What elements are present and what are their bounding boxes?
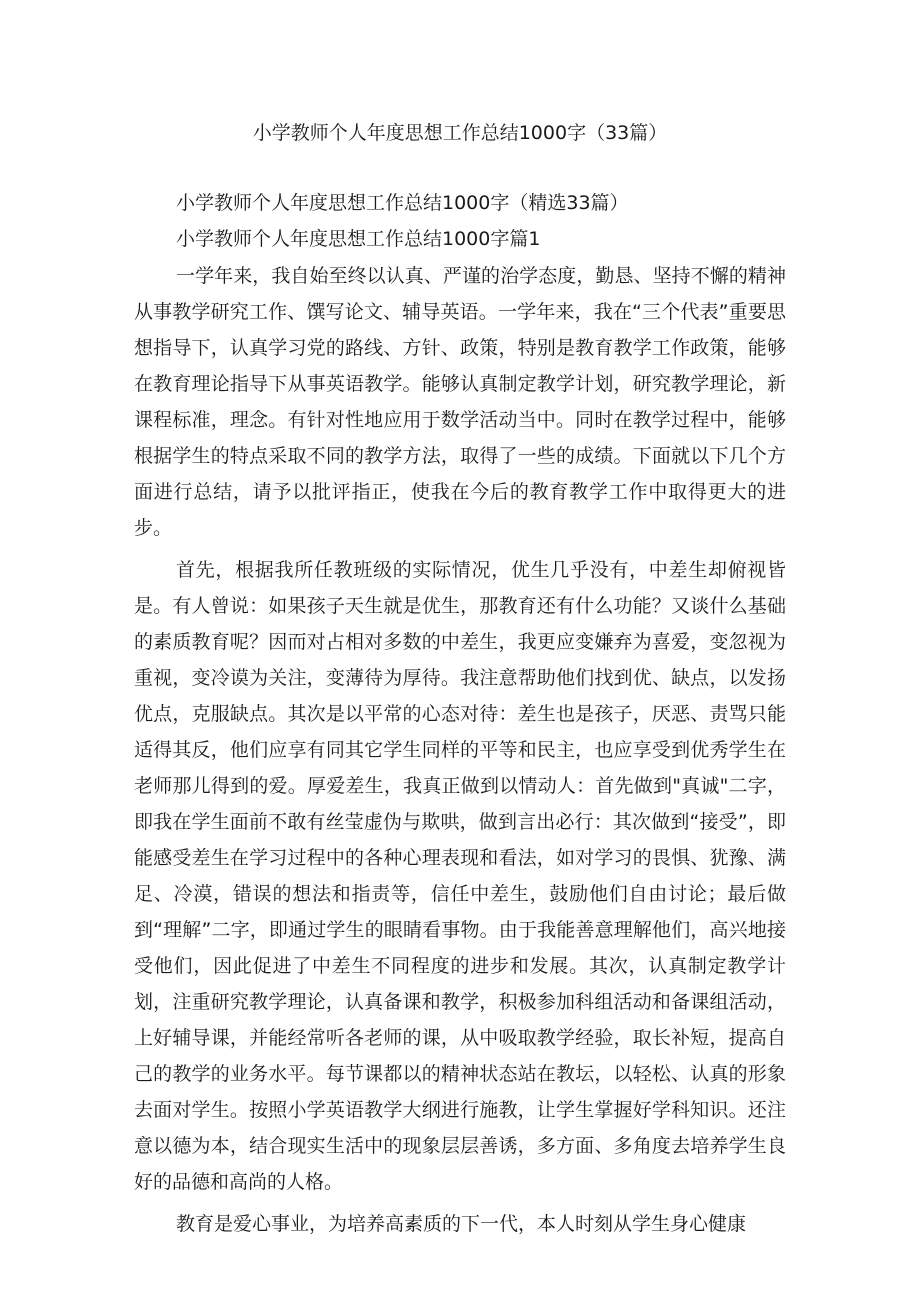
- document-subtitle: 小学教师个人年度思想工作总结1000字（精选33篇）: [176, 192, 629, 214]
- paragraph-2: 首先，根据我所任教班级的实际情况，优生几乎没有，中差生却俯视皆是。有人曾说：如果孩子天生就是优生，那教育还有什么功能？又谈什么基础的素质教育呢？因而对占相对多数的中差生，我更应变嫌弃为喜爱，变忽视为重视，变冷谟为关注，变薄待为厚待。我注意帮助他们找到优、缺点，以发扬优点，克服缺点。其次是以平常的心态对待：差生也是孩子，厌恶、责骂只能适得其反，他们应享有同其它学生同样的平等和民主，也应享受到优秀学生在老师那儿得到的爱。厚爱差生，我真正做到以情动人：首先做到"真诚"二字，即我在学生面前不敢有丝莹虚伪与欺哄，做到言出必行：其次做到“接受”，即能感受差生在学习过程中的各种心理表现和看法，如对学习的畏惧、犹豫、满足、冷漠，错误的想法和指责等，信任中差生，鼓励他们自由讨论；最后做到“理解”二字，即通过学生的眼睛看事物。由于我能善意理解他们，高兴地接受他们，因此促进了中差生不同程度的进步和发展。其次，认真制定教学计划，注重研究教学理论，认真备课和教学，积极参加科组活动和备课组活动，上好辅导课，并能经常听各老师的课，从中吸取教学经验，取长补短，提高自己的教学的业务水平。每节课都以的精神状态站在教坛，以轻松、认真的形象去面对学生。按照小学英语教学大纲进行施教，让学生掌握好学科知识。还注意以德为本，结合现实生活中的现象层层善诱，多方面、多角度去培养学生良好的品德和高尚的人格。: [134, 559, 786, 1193]
- body-text: [134, 258, 786, 1248]
- section-heading: 小学教师个人年度思想工作总结1000字篇1: [176, 228, 541, 250]
- paragraph-3: 教育是爱心事业，为培养高素质的下一代，本人时刻从学生身心健康: [176, 1213, 747, 1235]
- paragraph-1: 一学年来，我自始至终以认真、严谨的治学态度，勤恳、坚持不懈的精神从事教学研究工作、馔写论文、辅导英语。一学年来，我在“三个代表”重要思想指导下，认真学习党的路线、方针、政策，特别是教育教学工作政策，能够在教育理论指导下从事英语教学。能够认真制定教学计划，研究教学理论，新课程标准，理念。有针对性地应用于数学活动当中。同时在教学过程中，能够根据学生的特点采取不同的教学方法，取得了一些的成绩。下面就以下几个方面进行总结，请予以批评指正，使我在今后的教育教学工作中取得更大的进步。: [134, 265, 786, 539]
- document-title: 小学教师个人年度思想工作总结1000字（33篇）: [252, 122, 668, 144]
